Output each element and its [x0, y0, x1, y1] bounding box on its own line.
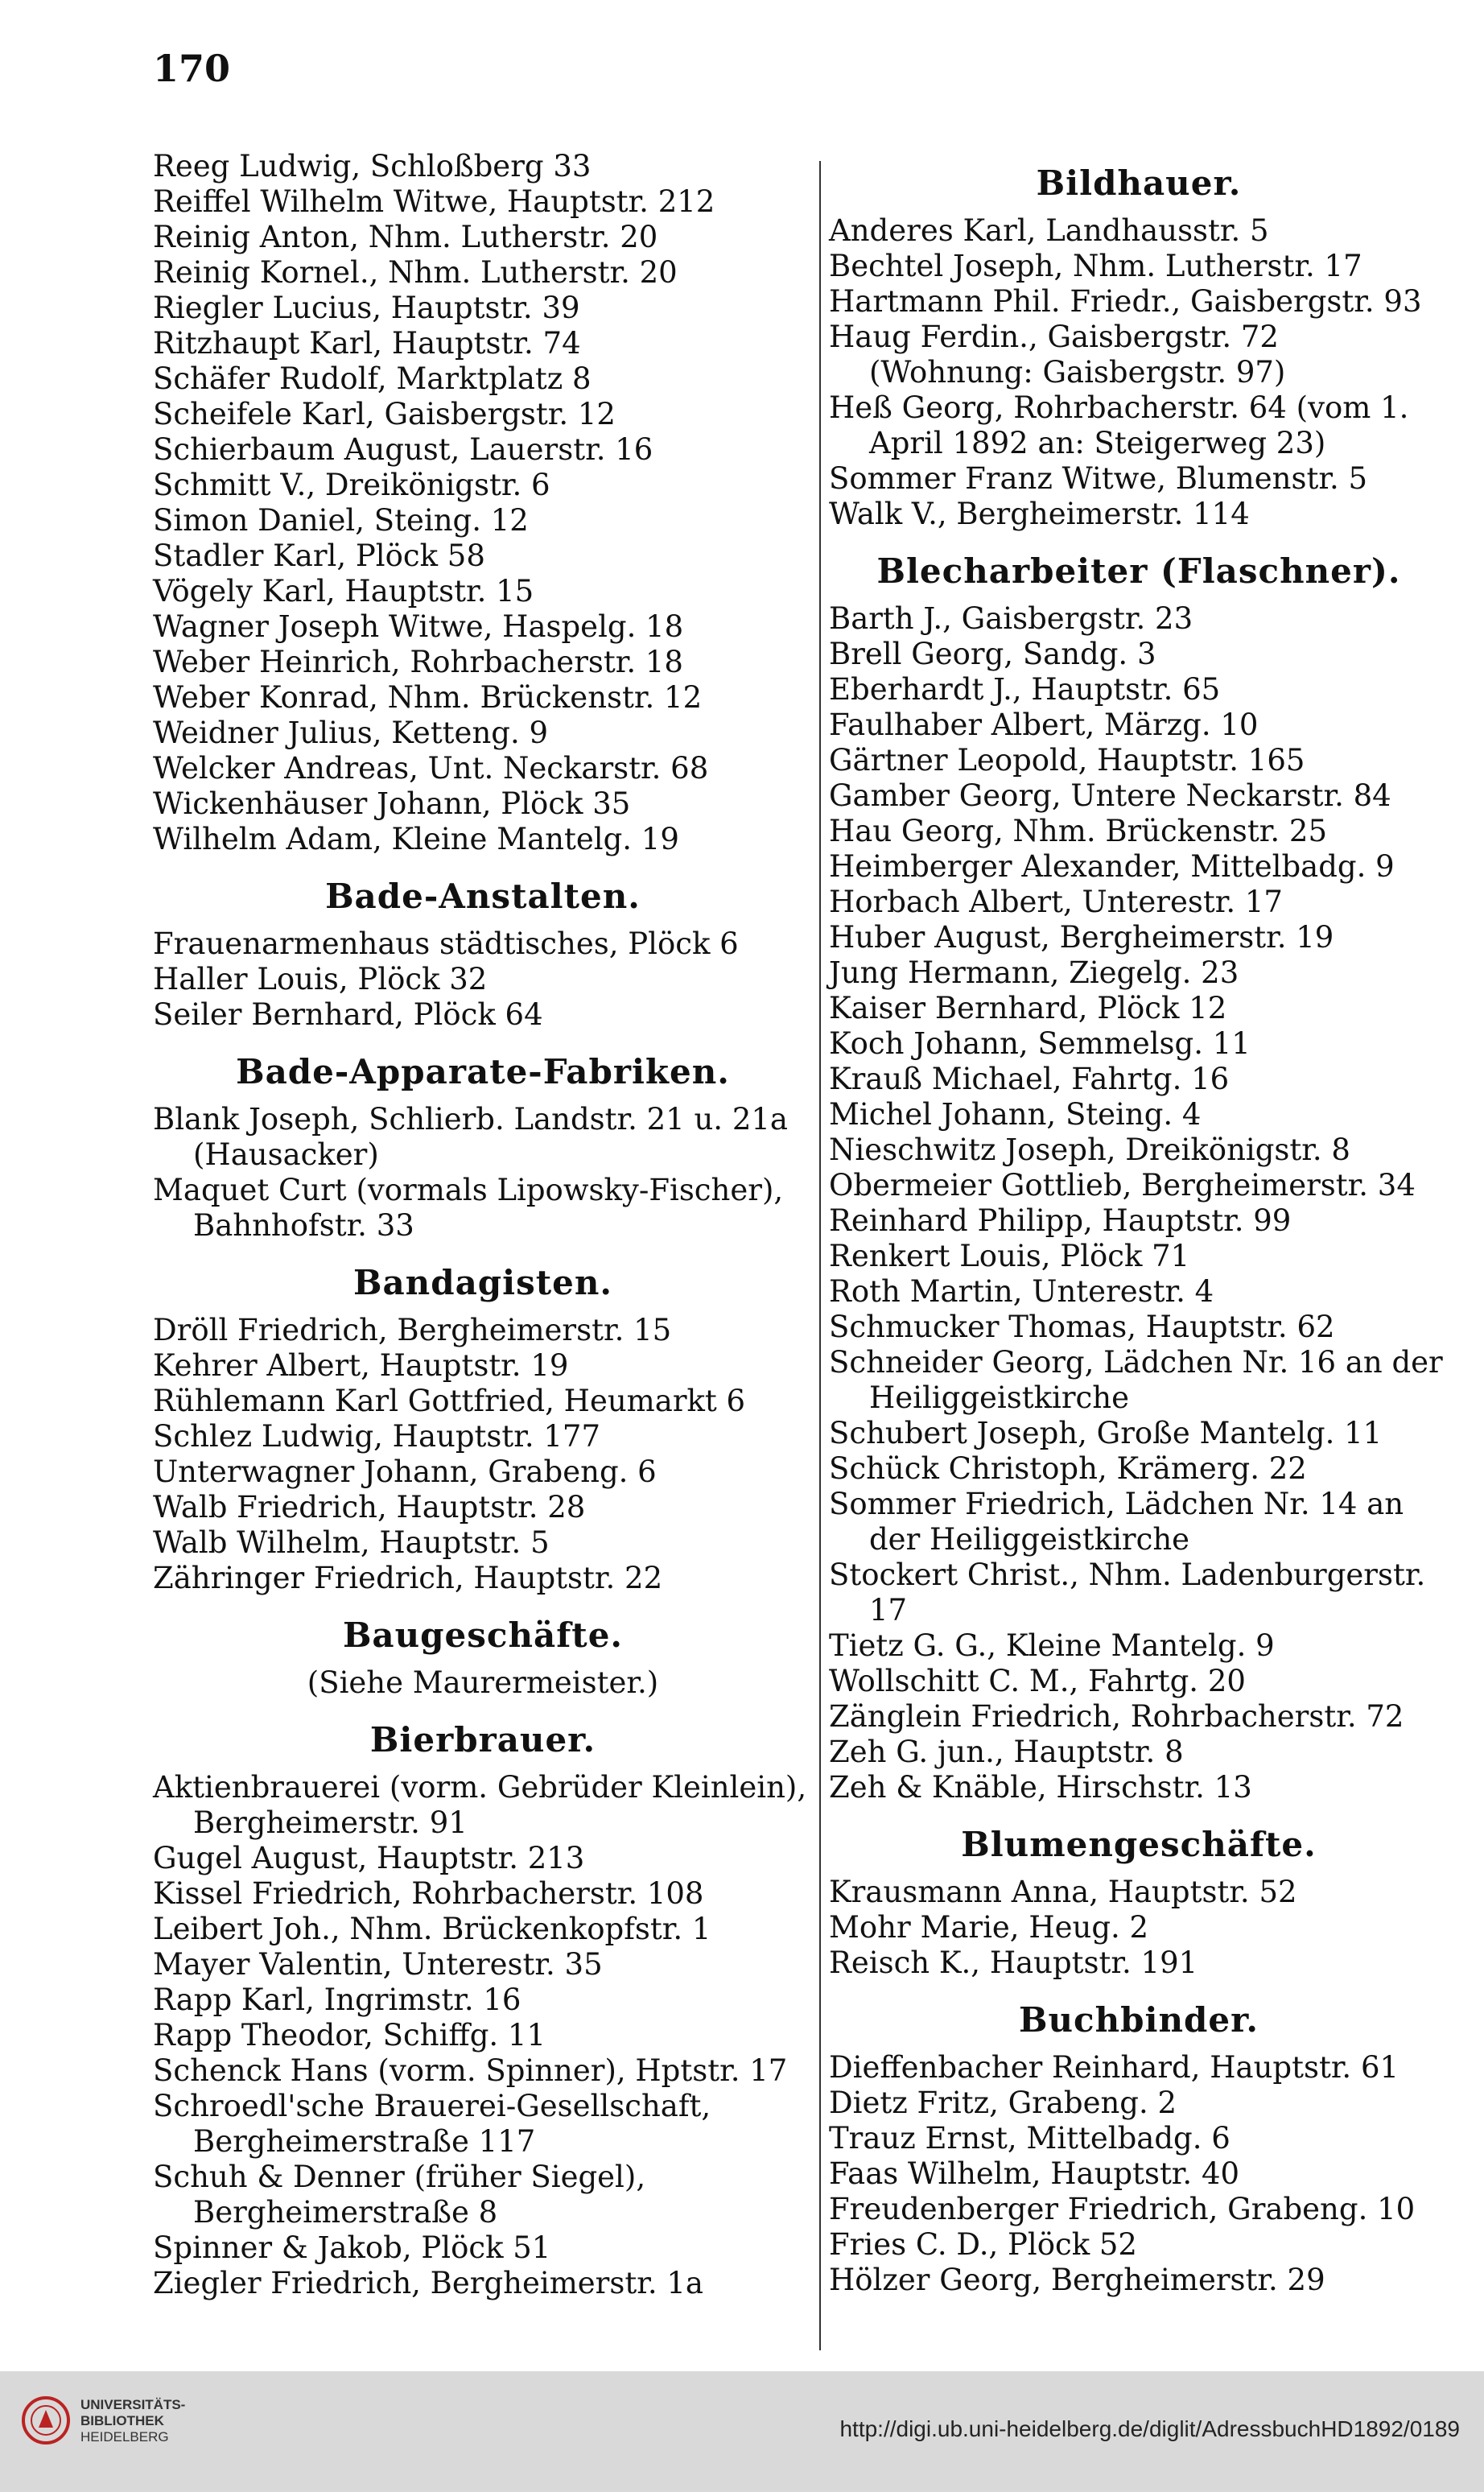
directory-entry: Renkert Louis, Plöck 71 — [829, 1239, 1190, 1273]
directory-entry: Hölzer Georg, Bergheimerstr. 29 — [829, 2263, 1325, 2297]
directory-entry: Stadler Karl, Plöck 58 — [153, 538, 485, 573]
section-heading: Bandagisten. — [352, 1263, 613, 1302]
directory-entry: Dietz Fritz, Grabeng. 2 — [829, 2086, 1177, 2120]
directory-entry: Riegler Lucius, Hauptstr. 39 — [153, 291, 580, 325]
directory-entry: Blank Joseph, Schlierb. Landstr. 21 u. 21a (Hausacker) — [153, 1102, 788, 1172]
directory-entry: Rapp Theodor, Schiffg. 11 — [153, 2018, 546, 2053]
directory-entry: Fries C. D., Plöck 52 — [829, 2227, 1137, 2262]
section-note: (Siehe Maurermeister.) — [307, 1665, 659, 1700]
directory-entry: Schierbaum August, Lauerstr. 16 — [153, 432, 653, 467]
directory-entry: Scheifele Karl, Gaisbergstr. 12 — [153, 397, 616, 431]
directory-entry: Spinner & Jakob, Plöck 51 — [153, 2230, 551, 2265]
directory-entry: Walb Friedrich, Hauptstr. 28 — [153, 1490, 586, 1524]
logo-line-2: BIBLIOTHEK — [80, 2413, 164, 2428]
directory-entry: Heimberger Alexander, Mittelbadg. 9 — [829, 849, 1395, 884]
directory-entry: Weidner Julius, Ketteng. 9 — [153, 716, 549, 750]
section-heading: Bierbrauer. — [369, 1720, 596, 1760]
directory-entry: Zänglein Friedrich, Rohrbacherstr. 72 — [829, 1699, 1404, 1734]
directory-entry: Gamber Georg, Untere Neckarstr. 84 — [829, 778, 1391, 813]
directory-entry: Kehrer Albert, Hauptstr. 19 — [153, 1348, 569, 1383]
directory-entry: Schroedl'sche Brauerei-Gesellschaft, Bergheimerstraße 117 — [153, 2089, 711, 2159]
directory-entry: Bechtel Joseph, Nhm. Lutherstr. 17 — [829, 249, 1362, 283]
directory-entry: Gärtner Leopold, Hauptstr. 165 — [829, 743, 1305, 778]
directory-entry: Weber Heinrich, Rohrbacherstr. 18 — [153, 645, 683, 679]
directory-entry: Reeg Ludwig, Schloßberg 33 — [153, 149, 592, 184]
directory-entry: Trauz Ernst, Mittelbadg. 6 — [829, 2121, 1230, 2156]
directory-entry: Reisch K., Hauptstr. 191 — [829, 1945, 1198, 1980]
logo-line-1: UNIVERSITÄTS- — [80, 2397, 186, 2412]
directory-entry: Simon Daniel, Steing. 12 — [153, 503, 529, 538]
directory-entry: Haug Ferdin., Gaisbergstr. 72 (Wohnung: Gaisbergstr. 97) — [829, 320, 1286, 390]
directory-entry: Schück Christoph, Krämerg. 22 — [829, 1451, 1307, 1486]
directory-entry: Dieffenbacher Reinhard, Hauptstr. 61 — [829, 2050, 1399, 2085]
library-logo-text — [80, 2397, 185, 2445]
directory-entry: Gugel August, Hauptstr. 213 — [153, 1841, 585, 1875]
directory-entry: Unterwagner Johann, Grabeng. 6 — [153, 1454, 657, 1489]
section-heading: Bade-Anstalten. — [325, 877, 641, 916]
directory-entry: Schneider Georg, Lädchen Nr. 16 an der Heiliggeistkirche — [829, 1345, 1443, 1415]
directory-entry: Aktienbrauerei (vorm. Gebrüder Kleinlein), Bergheimerstr. 91 — [153, 1770, 807, 1840]
directory-entry: Welcker Andreas, Unt. Neckarstr. 68 — [153, 751, 709, 786]
directory-entry: Heß Georg, Rohrbacherstr. 64 (vom 1. April 1892 an: Steigerweg 23) — [829, 390, 1409, 460]
directory-entry: Kissel Friedrich, Rohrbacherstr. 108 — [153, 1876, 704, 1911]
section-heading: Baugeschäfte. — [342, 1615, 624, 1655]
directory-entry: Brell Georg, Sandg. 3 — [829, 637, 1156, 671]
directory-entry: Freudenberger Friedrich, Grabeng. 10 — [829, 2192, 1416, 2226]
left-column — [153, 149, 813, 2301]
section-heading: Buchbinder. — [1019, 2000, 1259, 2040]
footer-bar — [0, 2371, 1484, 2492]
directory-entry: Wollschitt C. M., Fahrtg. 20 — [829, 1664, 1246, 1698]
directory-entry: Ritzhaupt Karl, Hauptstr. 74 — [153, 326, 581, 361]
directory-entry: Schmucker Thomas, Hauptstr. 62 — [829, 1310, 1335, 1344]
directory-entry: Schuh & Denner (früher Siegel), Bergheimerstraße 8 — [153, 2160, 646, 2230]
directory-entry: Kaiser Bernhard, Plöck 12 — [829, 991, 1227, 1025]
directory-entry: Zähringer Friedrich, Hauptstr. 22 — [153, 1561, 663, 1595]
directory-entry: Krauß Michael, Fahrtg. 16 — [829, 1062, 1230, 1096]
directory-entry: Mohr Marie, Heug. 2 — [829, 1910, 1149, 1945]
directory-entry: Frauenarmenhaus städtisches, Plöck 6 — [153, 926, 739, 961]
directory-entry: Haller Louis, Plöck 32 — [153, 962, 488, 996]
directory-entry: Roth Martin, Unterestr. 4 — [829, 1274, 1214, 1309]
directory-entry: Weber Konrad, Nhm. Brückenstr. 12 — [153, 680, 703, 715]
directory-entry: Wilhelm Adam, Kleine Mantelg. 19 — [153, 822, 679, 856]
directory-entry: Zeh G. jun., Hauptstr. 8 — [829, 1735, 1184, 1769]
section-heading: Blumengeschäfte. — [961, 1825, 1317, 1864]
column-divider — [819, 161, 821, 2350]
directory-entry: Hau Georg, Nhm. Brückenstr. 25 — [829, 814, 1328, 848]
directory-entry: Walb Wilhelm, Hauptstr. 5 — [153, 1525, 550, 1560]
directory-entry: Schmitt V., Dreikönigstr. 6 — [153, 468, 550, 502]
directory-entry: Leibert Joh., Nhm. Brückenkopfstr. 1 — [153, 1912, 711, 1946]
directory-entry: Michel Johann, Steing. 4 — [829, 1097, 1202, 1132]
directory-entry: Barth J., Gaisbergstr. 23 — [829, 601, 1193, 636]
directory-entry: Sommer Franz Witwe, Blumenstr. 5 — [829, 461, 1368, 496]
directory-entry: Schäfer Rudolf, Marktplatz 8 — [153, 361, 592, 396]
directory-entry: Horbach Albert, Unterestr. 17 — [829, 885, 1283, 919]
directory-entry: Vögely Karl, Hauptstr. 15 — [153, 574, 534, 609]
directory-entry: Huber August, Bergheimerstr. 19 — [829, 920, 1334, 955]
directory-entry: Faulhaber Albert, Märzg. 10 — [829, 708, 1259, 742]
right-column — [829, 149, 1449, 2298]
directory-entry: Wickenhäuser Johann, Plöck 35 — [153, 786, 631, 821]
directory-entry: Rühlemann Karl Gottfried, Heumarkt 6 — [153, 1384, 746, 1418]
source-url[interactable]: http://digi.ub.uni-heidelberg.de/diglit/AdressbuchHD1892/0189 — [839, 2416, 1460, 2441]
logo-line-3: HEIDELBERG — [80, 2429, 169, 2445]
directory-entry: Krausmann Anna, Hauptstr. 52 — [829, 1875, 1297, 1909]
directory-entry: Schenck Hans (vorm. Spinner), Hptstr. 17 — [153, 2053, 788, 2088]
directory-entry: Wagner Joseph Witwe, Haspelg. 18 — [153, 609, 684, 644]
directory-entry: Seiler Bernhard, Plöck 64 — [153, 997, 543, 1032]
directory-entry: Dröll Friedrich, Bergheimerstr. 15 — [153, 1313, 672, 1347]
directory-entry: Maquet Curt (vormals Lipowsky-Fischer), Bahnhofstr. 33 — [153, 1173, 784, 1243]
directory-entry: Walk V., Bergheimerstr. 114 — [829, 497, 1250, 531]
directory-entry: Obermeier Gottlieb, Bergheimerstr. 34 — [829, 1168, 1416, 1203]
directory-entry: Koch Johann, Semmelsg. 11 — [829, 1026, 1251, 1061]
directory-entry: Faas Wilhelm, Hauptstr. 40 — [829, 2156, 1240, 2191]
directory-entry: Jung Hermann, Ziegelg. 23 — [829, 955, 1239, 990]
directory-entry: Reiffel Wilhelm Witwe, Hauptstr. 212 — [153, 184, 715, 219]
directory-entry: Reinig Kornel., Nhm. Lutherstr. 20 — [153, 255, 678, 290]
directory-entry: Anderes Karl, Landhausstr. 5 — [829, 213, 1269, 248]
university-seal-icon — [21, 2395, 71, 2445]
directory-entry: Sommer Friedrich, Lädchen Nr. 14 an der Heiliggeistkirche — [829, 1487, 1404, 1557]
directory-entry: Tietz G. G., Kleine Mantelg. 9 — [829, 1628, 1275, 1663]
directory-entry: Reinig Anton, Nhm. Lutherstr. 20 — [153, 220, 658, 254]
directory-entry: Nieschwitz Joseph, Dreikönigstr. 8 — [829, 1133, 1350, 1167]
directory-entry: Zeh & Knäble, Hirschstr. 13 — [829, 1770, 1252, 1805]
directory-entry: Schlez Ludwig, Hauptstr. 177 — [153, 1419, 601, 1454]
directory-entry: Hartmann Phil. Friedr., Gaisbergstr. 93 — [829, 284, 1422, 319]
directory-entry: Stockert Christ., Nhm. Ladenburgerstr. 17 — [829, 1558, 1426, 1628]
section-heading: Bildhauer. — [1036, 163, 1242, 203]
directory-entry: Schubert Joseph, Große Mantelg. 11 — [829, 1416, 1383, 1450]
directory-entry: Rapp Karl, Ingrimstr. 16 — [153, 1982, 521, 2017]
section-heading: Bade-Apparate-Fabriken. — [236, 1052, 730, 1091]
page-number: 170 — [153, 47, 231, 90]
section-heading: Blecharbeiter (Flaschner). — [876, 551, 1401, 591]
directory-entry: Mayer Valentin, Unterestr. 35 — [153, 1947, 603, 1982]
directory-entry: Ziegler Friedrich, Bergheimerstr. 1a — [153, 2266, 703, 2300]
directory-entry: Eberhardt J., Hauptstr. 65 — [829, 672, 1221, 707]
directory-entry: Reinhard Philipp, Hauptstr. 99 — [829, 1203, 1292, 1238]
